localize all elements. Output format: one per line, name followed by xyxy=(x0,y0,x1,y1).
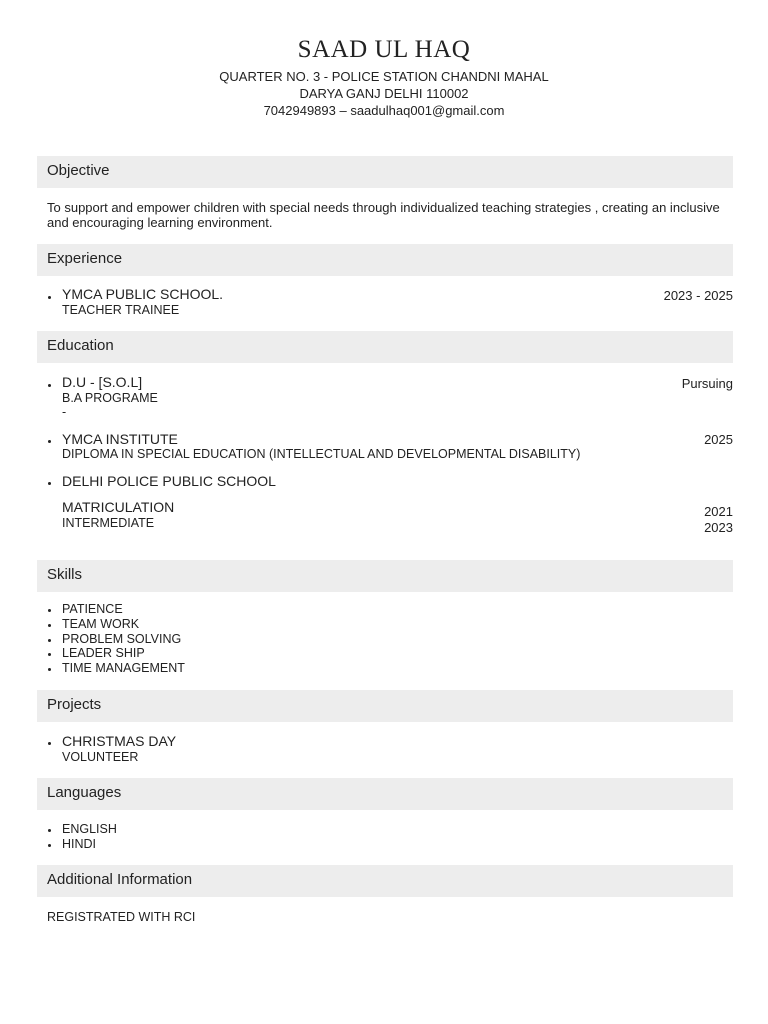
section-header-additional: Additional Information xyxy=(37,865,733,897)
education-extra-du: - xyxy=(62,405,67,419)
education-date-dpps-2: 2023 xyxy=(704,520,733,535)
list-item: HINDI xyxy=(62,837,117,852)
education-date-dpps: 2021 xyxy=(704,504,733,519)
experience-date: 2023 - 2025 xyxy=(663,288,733,303)
list-item: TEAM WORK xyxy=(62,617,185,632)
skills-list xyxy=(62,602,185,676)
bullet-icon xyxy=(48,440,51,443)
experience-title: YMCA PUBLIC SCHOOL. xyxy=(62,286,224,302)
education-title-du: D.U - [S.O.L] xyxy=(62,374,143,390)
education-date-ymca: 2025 xyxy=(704,432,733,447)
list-item: PATIENCE xyxy=(62,602,185,617)
education-date-du: Pursuing xyxy=(681,376,733,391)
section-header-education: Education xyxy=(37,331,733,363)
address-line-2: DARYA GANJ DELHI 110002 xyxy=(299,86,469,101)
section-header-projects: Projects xyxy=(37,690,733,722)
section-header-objective: Objective xyxy=(37,156,733,188)
address-line-1: QUARTER NO. 3 - POLICE STATION CHANDNI MAHAL xyxy=(219,69,549,84)
experience-role: TEACHER TRAINEE xyxy=(62,303,180,317)
objective-text: To support and empower children with special needs through individualized teaching strategies , creating an inclusive and encouraging learning environment. xyxy=(47,200,720,230)
education-title-ymca: YMCA INSTITUTE xyxy=(62,431,178,447)
list-item: TIME MANAGEMENT xyxy=(62,661,185,676)
bullet-icon xyxy=(48,384,51,387)
education-program-du: B.A PROGRAME xyxy=(62,391,158,405)
contact-line: 7042949893 – saadulhaq001@gmail.com xyxy=(263,103,505,118)
education-program-ymca: DIPLOMA IN SPECIAL EDUCATION (INTELLECTUAL AND DEVELOPMENTAL DISABILITY) xyxy=(62,447,581,461)
bullet-icon xyxy=(48,482,51,485)
section-header-experience: Experience xyxy=(37,244,733,276)
additional-text: REGISTRATED WITH RCI xyxy=(47,910,196,924)
bullet-icon xyxy=(48,742,51,745)
section-header-languages: Languages xyxy=(37,778,733,810)
project-role: VOLUNTEER xyxy=(62,750,139,764)
candidate-name: SAAD UL HAQ xyxy=(297,36,471,63)
list-item: PROBLEM SOLVING xyxy=(62,632,185,647)
section-header-skills: Skills xyxy=(37,560,733,592)
languages-list xyxy=(62,822,117,852)
list-item: ENGLISH xyxy=(62,822,117,836)
list-item: LEADER SHIP xyxy=(62,646,185,661)
education-program-dpps-2: INTERMEDIATE xyxy=(62,516,155,530)
education-program-dpps: MATRICULATION xyxy=(62,499,175,515)
bullet-icon xyxy=(48,296,51,299)
education-title-dpps: DELHI POLICE PUBLIC SCHOOL xyxy=(62,473,276,489)
project-title: CHRISTMAS DAY xyxy=(62,733,177,749)
